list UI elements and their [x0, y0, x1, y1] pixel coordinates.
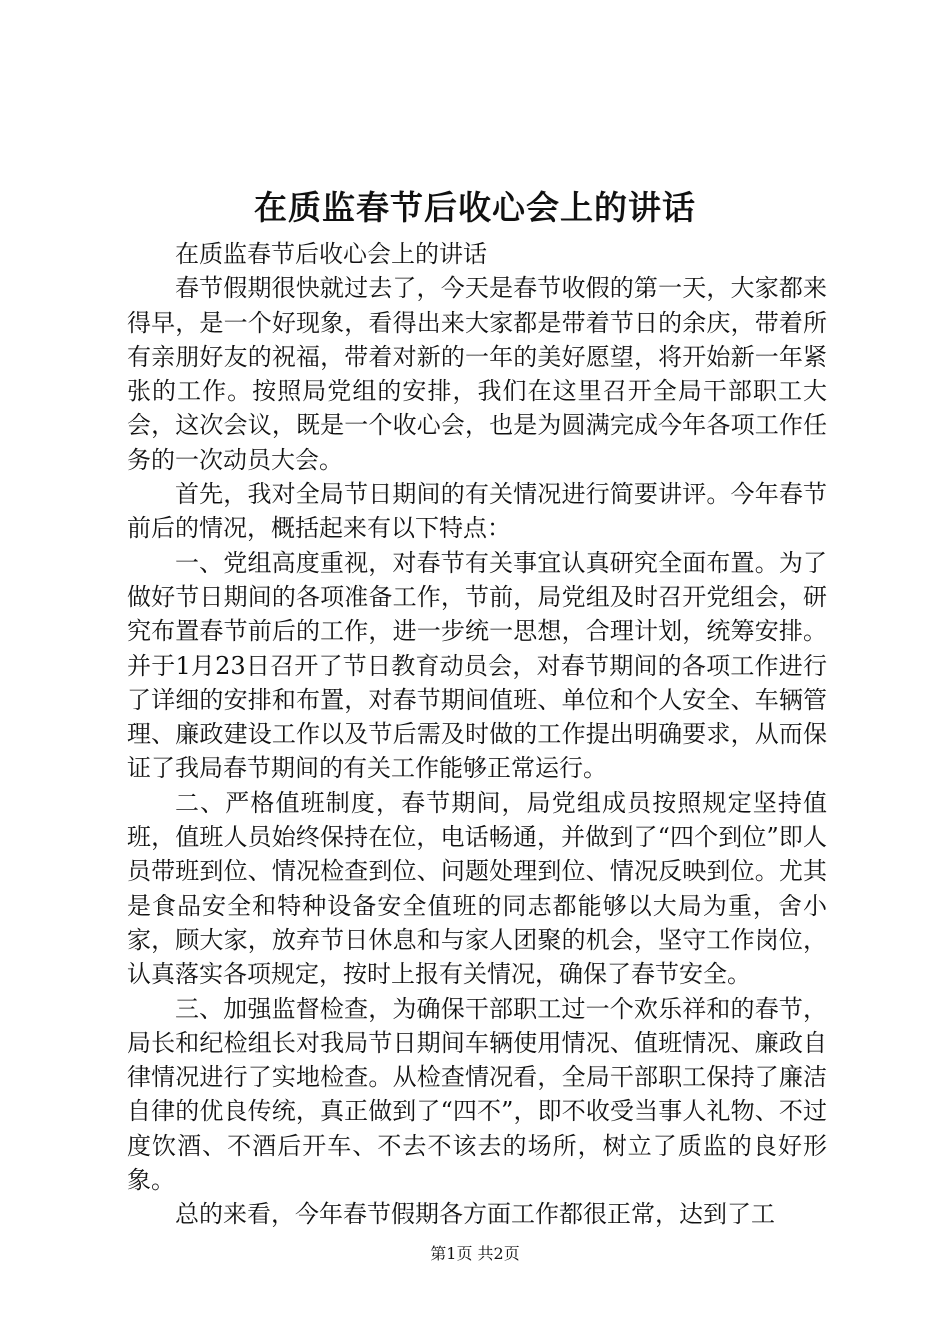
paragraph-subtitle: 在质监春节后收心会上的讲话 — [175, 240, 487, 268]
document-body — [127, 237, 827, 1232]
page-number-footer: 第1页 共2页 — [430, 1244, 520, 1263]
paragraph-overview: 首先，我对全局节日期间的有关情况进行简要讲评。今年春节前后的情况，概括起来有以下特点： — [127, 480, 827, 543]
paragraph-summary: 总的来看，今年春节假期各方面工作都很正常，达到了工 — [175, 1200, 775, 1229]
paragraph-point-three: 三、加强监督检查，为确保干部职工过一个欢乐祥和的春节，局长和纪检组长对我局节日期间车辆使用情况、值班情况、廉政自律情况进行了实地检查。从检查情况看，全局干部职工保持了廉洁自律的优良传统，真正做到了“四不”，即不收受当事人礼物、不过度饮酒、不酒后开车、不去不该去的场所，树立了质监的良好形象。 — [127, 994, 827, 1195]
paragraph-point-one: 一、党组高度重视，对春节有关事宜认真研究全面布置。为了做好节日期间的各项准备工作，节前，局党组及时召开党组会，研究布置春节前后的工作，进一步统一思想，合理计划，统筹安排。并于1月23日召开了节日教育动员会，对春节期间的各项工作进行了详细的安排和布置，对春节期间值班、单位和个人安全、车辆管理、廉政建设工作以及节后需及时做的工作提出明确要求，从而保证了我局春节期间的有关工作能够正常运行。 — [127, 548, 827, 783]
paragraph-opening: 春节假期很快就过去了，今天是春节收假的第一天，大家都来得早，是一个好现象，看得出来大家都是带着节日的余庆，带着所有亲朋好友的祝福，带着对新的一年的美好愿望，将开始新一年紧张的工作。按照局党组的安排，我们在这里召开全局干部职工大会，这次会议，既是一个收心会，也是为圆满完成今年各项工作任务的一次动员大会。 — [127, 274, 827, 474]
document-title: 在质监春节后收心会上的讲话 — [254, 188, 696, 227]
paragraph-point-two: 二、严格值班制度，春节期间，局党组成员按照规定坚持值班，值班人员始终保持在位，电话畅通，并做到了“四个到位”即人员带班到位、情况检查到位、问题处理到位、情况反映到位。尤其是食品安全和特种设备安全值班的同志都能够以大局为重，舍小家，顾大家，放弃节日休息和与家人团聚的机会，坚守工作岗位，认真落实各项规定，按时上报有关情况，确保了春节安全。 — [127, 788, 827, 989]
